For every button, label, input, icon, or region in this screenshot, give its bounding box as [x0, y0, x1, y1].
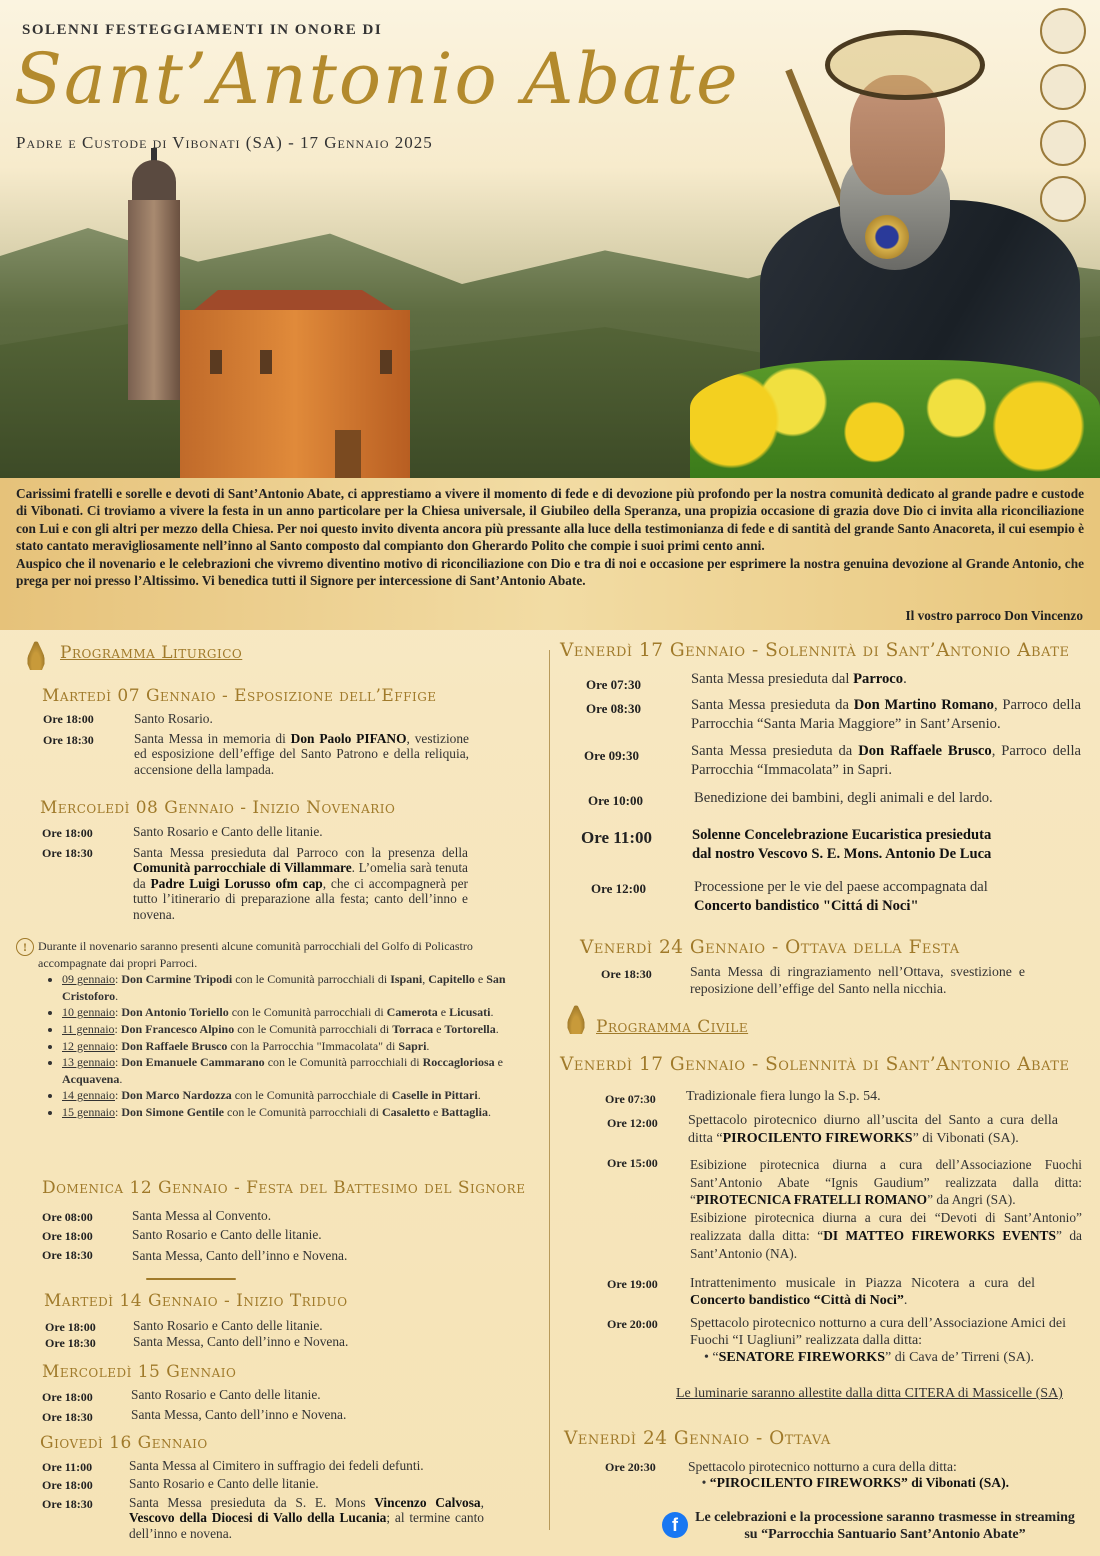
- intro-paragraph-2: Auspico che il novenario e le celebrazioni che vivremo diventino motivo di riconciliazione con Dio e tra di noi e occasione per esprimere la nostra genuina devozione al Grande Antonio, che prega per noi presso l’Altissimo. Vi benedica tutti il Signore per intercessione di Sant’Antonio Abate.: [16, 555, 1084, 589]
- event-desc: Processione per le vie del paese accompagnata dal Concerto bandistico "Cittá di Noci": [694, 879, 988, 914]
- list-item: • 09 gennaio: Don Carmine Tripodi con le Comunità parrocchiali di Ispani, Capitello e San Cristoforo.: [62, 971, 523, 1004]
- event-desc: Tradizionale fiera lungo la S.p. 54.: [686, 1089, 881, 1104]
- time: Ore 12:00: [607, 1116, 658, 1130]
- intro-letter: [0, 478, 1100, 630]
- time: Ore 18:30: [42, 1248, 93, 1262]
- flame-icon: [566, 1002, 586, 1034]
- event-desc: Santa Messa di ringraziamento nell’Ottava, svestizione e reposizione dell’effige del Santo nella nicchia.: [690, 964, 1025, 996]
- event-desc: Santa Messa presieduta da Don Martino Romano, Parroco della Parrocchia “Santa Maria Maggiore” in Sant’Arsenio.: [691, 697, 1081, 732]
- list-item: • 12 gennaio: Don Raffaele Brusco con la Parrocchia "Immacolata" di Sapri.: [62, 1038, 523, 1055]
- event-desc: Santa Messa al Convento.: [132, 1208, 272, 1223]
- time: Ore 15:00: [607, 1156, 658, 1170]
- list-item: • 15 gennaio: Don Simone Gentile con le Comunità parrocchiali di Casaletto e Battaglia.: [62, 1104, 523, 1121]
- time: Ore 12:00: [591, 881, 646, 896]
- time: Ore 07:30: [605, 1092, 656, 1106]
- civile-day-title-17: Venerdì 17 Gennaio - Solennità di Sant’Antonio Abate: [560, 1054, 1070, 1075]
- event-desc: Santa Messa in memoria di Don Paolo PIFANO, vestizione ed esposizione dell’effige del Santo Patrono e della reliquia, accensione della lampada.: [134, 731, 470, 777]
- time: Ore 11:00: [581, 828, 652, 847]
- list-item: • 13 gennaio: Don Emanuele Cammarano con le Comunità parrocchiali di Roccagloriosa e Acquavena.: [62, 1054, 523, 1087]
- intro-paragraph-1: Carissimi fratelli e sorelle e devoti di Sant’Antonio Abate, ci apprestiamo a vivere il momento di fede e di devozione più profondo per la nostra comunità dedicato al grande padre e custode di Vibonati. Ci troviamo a vivere la festa in un anno particolare per la Chiesa universale, il Giubileo della Speranza, una propizia occasione di grazia dove Dio ci invita alla riconciliazione con Lui e con gli altri per mezzo della Chiesa. Per noi questo invito diventa ancora più pressante alla luce della testimonianza di fede e di santità del grande Santo Anacoreta, il cui esempio è stato cantato meravigliosamente nell’inno al Santo composto dal compianto don Gherardo Polito che compie i suoi primi cento anni.: [16, 486, 1084, 554]
- civile-day-title-24: Venerdì 24 Gennaio - Ottava: [564, 1428, 831, 1449]
- day-title-17: Venerdì 17 Gennaio - Solennità di Sant’Antonio Abate: [560, 640, 1070, 661]
- time: Ore 18:00: [42, 1478, 93, 1492]
- time: Ore 18:00: [42, 826, 93, 840]
- event-desc: Santo Rosario e Canto delle litanie.: [132, 1227, 322, 1242]
- logo-seal-icon: [1040, 8, 1086, 54]
- time: Ore 07:30: [586, 677, 641, 692]
- time: Ore 09:30: [584, 748, 639, 763]
- event-desc: Santo Rosario e Canto delle litanie.: [131, 1387, 321, 1402]
- day-title-24: Venerdì 24 Gennaio - Ottava della Festa: [580, 937, 960, 958]
- day-title-15: Mercoledì 15 Gennaio: [42, 1362, 237, 1382]
- flowers: [690, 360, 1100, 478]
- event-desc: Spettacolo pirotecnico notturno a cura della ditta: • “PIROCILENTO FIREWORKS” di Vibonati (SA).: [688, 1459, 1010, 1491]
- event-desc: Santa Messa, Canto dell’inno e Novena.: [131, 1407, 347, 1422]
- day-title-14: Martedì 14 Gennaio - Inizio Triduo: [44, 1291, 348, 1311]
- logo-coat-of-arms-icon: [1040, 176, 1086, 222]
- page-subtitle: Padre e Custode di Vibonati (SA) - 17 Gennaio 2025: [16, 133, 433, 152]
- day-title-08: Mercoledì 08 Gennaio - Inizio Novenario: [40, 798, 396, 818]
- time: Ore 18:00: [45, 1320, 96, 1334]
- event-desc: Esibizione pirotecnica diurna a cura dell’Associazione Fuochi Sant’Antonio Abate “Ignis Gaudium” realizzata dalla ditta: “PIROTECNICA FRATELLI ROMANO” da Angri (SA). Esibizione pirotecnica diurna a cura dei “Devoti di Sant’Antonio” realizzata dalla ditta: “DI MATTEO FIREWORKS EVENTS” da Sant’Antonio (NA).: [690, 1157, 1082, 1261]
- event-desc: Santo Rosario e Canto delle litanie.: [133, 824, 323, 839]
- day-title-07: Martedì 07 Gennaio - Esposizione dell’Effige: [42, 686, 437, 706]
- event-desc: Spettacolo pirotecnico notturno a cura dell’Associazione Amici dei Fuochi “I Uagliuni” realizzata dalla ditta: • “SENATORE FIREWORKS” di Cava de’ Tirreni (SA).: [690, 1316, 1066, 1365]
- event-desc: Santa Messa presieduta dal Parroco.: [691, 671, 907, 687]
- time: Ore 18:30: [601, 967, 652, 981]
- saint-statue-image: [690, 30, 1100, 478]
- page-title: Sant’Antonio Abate: [14, 38, 740, 120]
- event-desc: Intrattenimento musicale in Piazza Nicotera a cura del Concerto bandistico “Città di Noci”.: [690, 1276, 1035, 1308]
- event-desc: Santa Messa presieduta da Don Raffaele Brusco, Parroco della Parrocchia “Immacolata” in Sapri.: [691, 743, 1081, 778]
- list-item: • 10 gennaio: Don Antonio Toriello con le Comunità parrocchiali di Camerota e Licusati.: [62, 1004, 523, 1021]
- event-desc: Spettacolo pirotecnico diurno all’uscita del Santo a cura della ditta “PIROCILENTO FIREWORKS” di Vibonati (SA).: [688, 1113, 1058, 1146]
- time: Ore 11:00: [42, 1460, 93, 1474]
- time: Ore 18:30: [42, 1410, 93, 1424]
- event-desc: Santo Rosario e Canto delle litanie.: [133, 1318, 323, 1333]
- luminarie-note: Le luminarie saranno allestite dalla ditta CITERA di Massicelle (SA): [676, 1386, 1063, 1401]
- divider: [146, 1278, 236, 1280]
- time: Ore 19:00: [607, 1277, 658, 1291]
- logo-tau-icon: [1040, 64, 1086, 110]
- event-desc: Solenne Concelebrazione Eucaristica presieduta dal nostro Vescovo S. E. Mons. Antonio De Luca: [692, 827, 992, 862]
- section-programma-liturgico: Programma Liturgico: [60, 643, 243, 663]
- flame-icon: [26, 638, 46, 670]
- event-desc: Santa Messa al Cimitero in suffragio dei fedeli defunti.: [129, 1458, 424, 1473]
- time: Ore 20:30: [605, 1460, 656, 1474]
- event-desc: Santo Rosario e Canto delle litanie.: [129, 1476, 319, 1491]
- time: Ore 10:00: [588, 793, 643, 808]
- day-title-16: Giovedì 16 Gennaio: [40, 1433, 208, 1453]
- day-title-12: Domenica 12 Gennaio - Festa del Battesimo del Signore: [42, 1178, 526, 1198]
- list-item: • 14 gennaio: Don Marco Nardozza con le Comunità parrocchiale di Caselle in Pittari.: [62, 1087, 523, 1104]
- time: Ore 18:00: [42, 1229, 93, 1243]
- list-item: • 11 gennaio: Don Francesco Alpino con le Comunità parrocchiali di Torraca e Tortorella.: [62, 1021, 523, 1038]
- event-desc: Santa Messa, Canto dell’inno e Novena.: [132, 1248, 348, 1263]
- header-banner: [0, 0, 1100, 478]
- facebook-icon[interactable]: f: [662, 1512, 688, 1538]
- column-divider: [549, 650, 550, 1530]
- novenario-note: Durante il novenario saranno presenti alcune comunità parrocchiali del Golfo di Policastro accompagnate dai propri Parroci. • 09 gennaio: Don Carmine Tripodi con le Comunità parrocchiali di Ispani, Capitello e San Cristoforo. • 10 gennaio: Don Antonio Toriello con le Comunità parrocchiali di Camerota e Licusati. • 11 gennaio: Don Francesco Alpino con le Comunità parrocchiali di Torraca e Tortorella. • 12 gennaio: Don Raffaele Brusco con la Parrocchia "Immacolata" di Sapri. • 13 gennaio: Don Emanuele Cammarano con le Comunità parrocchiali di Roccagloriosa e Acquavena. • 14 gennaio: Don Marco Nardozza con le Comunità parrocchiale di Caselle in Pittari. • 15 gennaio: Don Simone Gentile con le Comunità parrocchiali di Casaletto e Battaglia.: [38, 938, 523, 1121]
- time: Ore 18:00: [42, 1390, 93, 1404]
- church-image: [110, 160, 420, 478]
- event-desc: Santa Messa, Canto dell’inno e Novena.: [133, 1334, 349, 1349]
- time: Ore 18:30: [42, 846, 93, 860]
- streaming-footer: Le celebrazioni e la processione saranno trasmesse in streaming su “Parrocchia Santuario Sant’Antonio Abate”: [695, 1510, 1075, 1542]
- time: Ore 18:30: [42, 1497, 93, 1511]
- time: Ore 18:00: [43, 712, 94, 726]
- time: Ore 18:30: [43, 733, 94, 747]
- time: Ore 08:00: [42, 1210, 93, 1224]
- time: Ore 08:30: [586, 701, 641, 716]
- time: Ore 18:30: [45, 1336, 96, 1350]
- top-line: SOLENNI FESTEGGIAMENTI IN ONORE DI: [22, 22, 383, 38]
- event-desc: Santa Messa presieduta dal Parroco con la presenza della Comunità parrocchiale di Villammare. L’omelia sarà tenuta da Padre Luigi Lorusso ofm cap, che ci accompagnerà per tutto l’itinerario di preparazione alla festa; canto dell’inno e novena.: [133, 845, 468, 922]
- section-programma-civile: Programma Civile: [596, 1017, 749, 1037]
- event-desc: Santa Messa presieduta da S. E. Mons Vincenzo Calvosa, Vescovo della Diocesi di Vallo della Lucania; al termine canto dell’inno e novena.: [129, 1495, 485, 1541]
- event-desc: Benedizione dei bambini, degli animali e del lardo.: [694, 790, 993, 806]
- info-icon: !: [16, 938, 34, 956]
- logo-heart-icon: [1040, 120, 1086, 166]
- intro-signature: Il vostro parroco Don Vincenzo: [905, 608, 1083, 623]
- logos-column: [1040, 8, 1088, 228]
- event-desc: Santo Rosario.: [134, 711, 213, 726]
- time: Ore 20:00: [607, 1317, 658, 1331]
